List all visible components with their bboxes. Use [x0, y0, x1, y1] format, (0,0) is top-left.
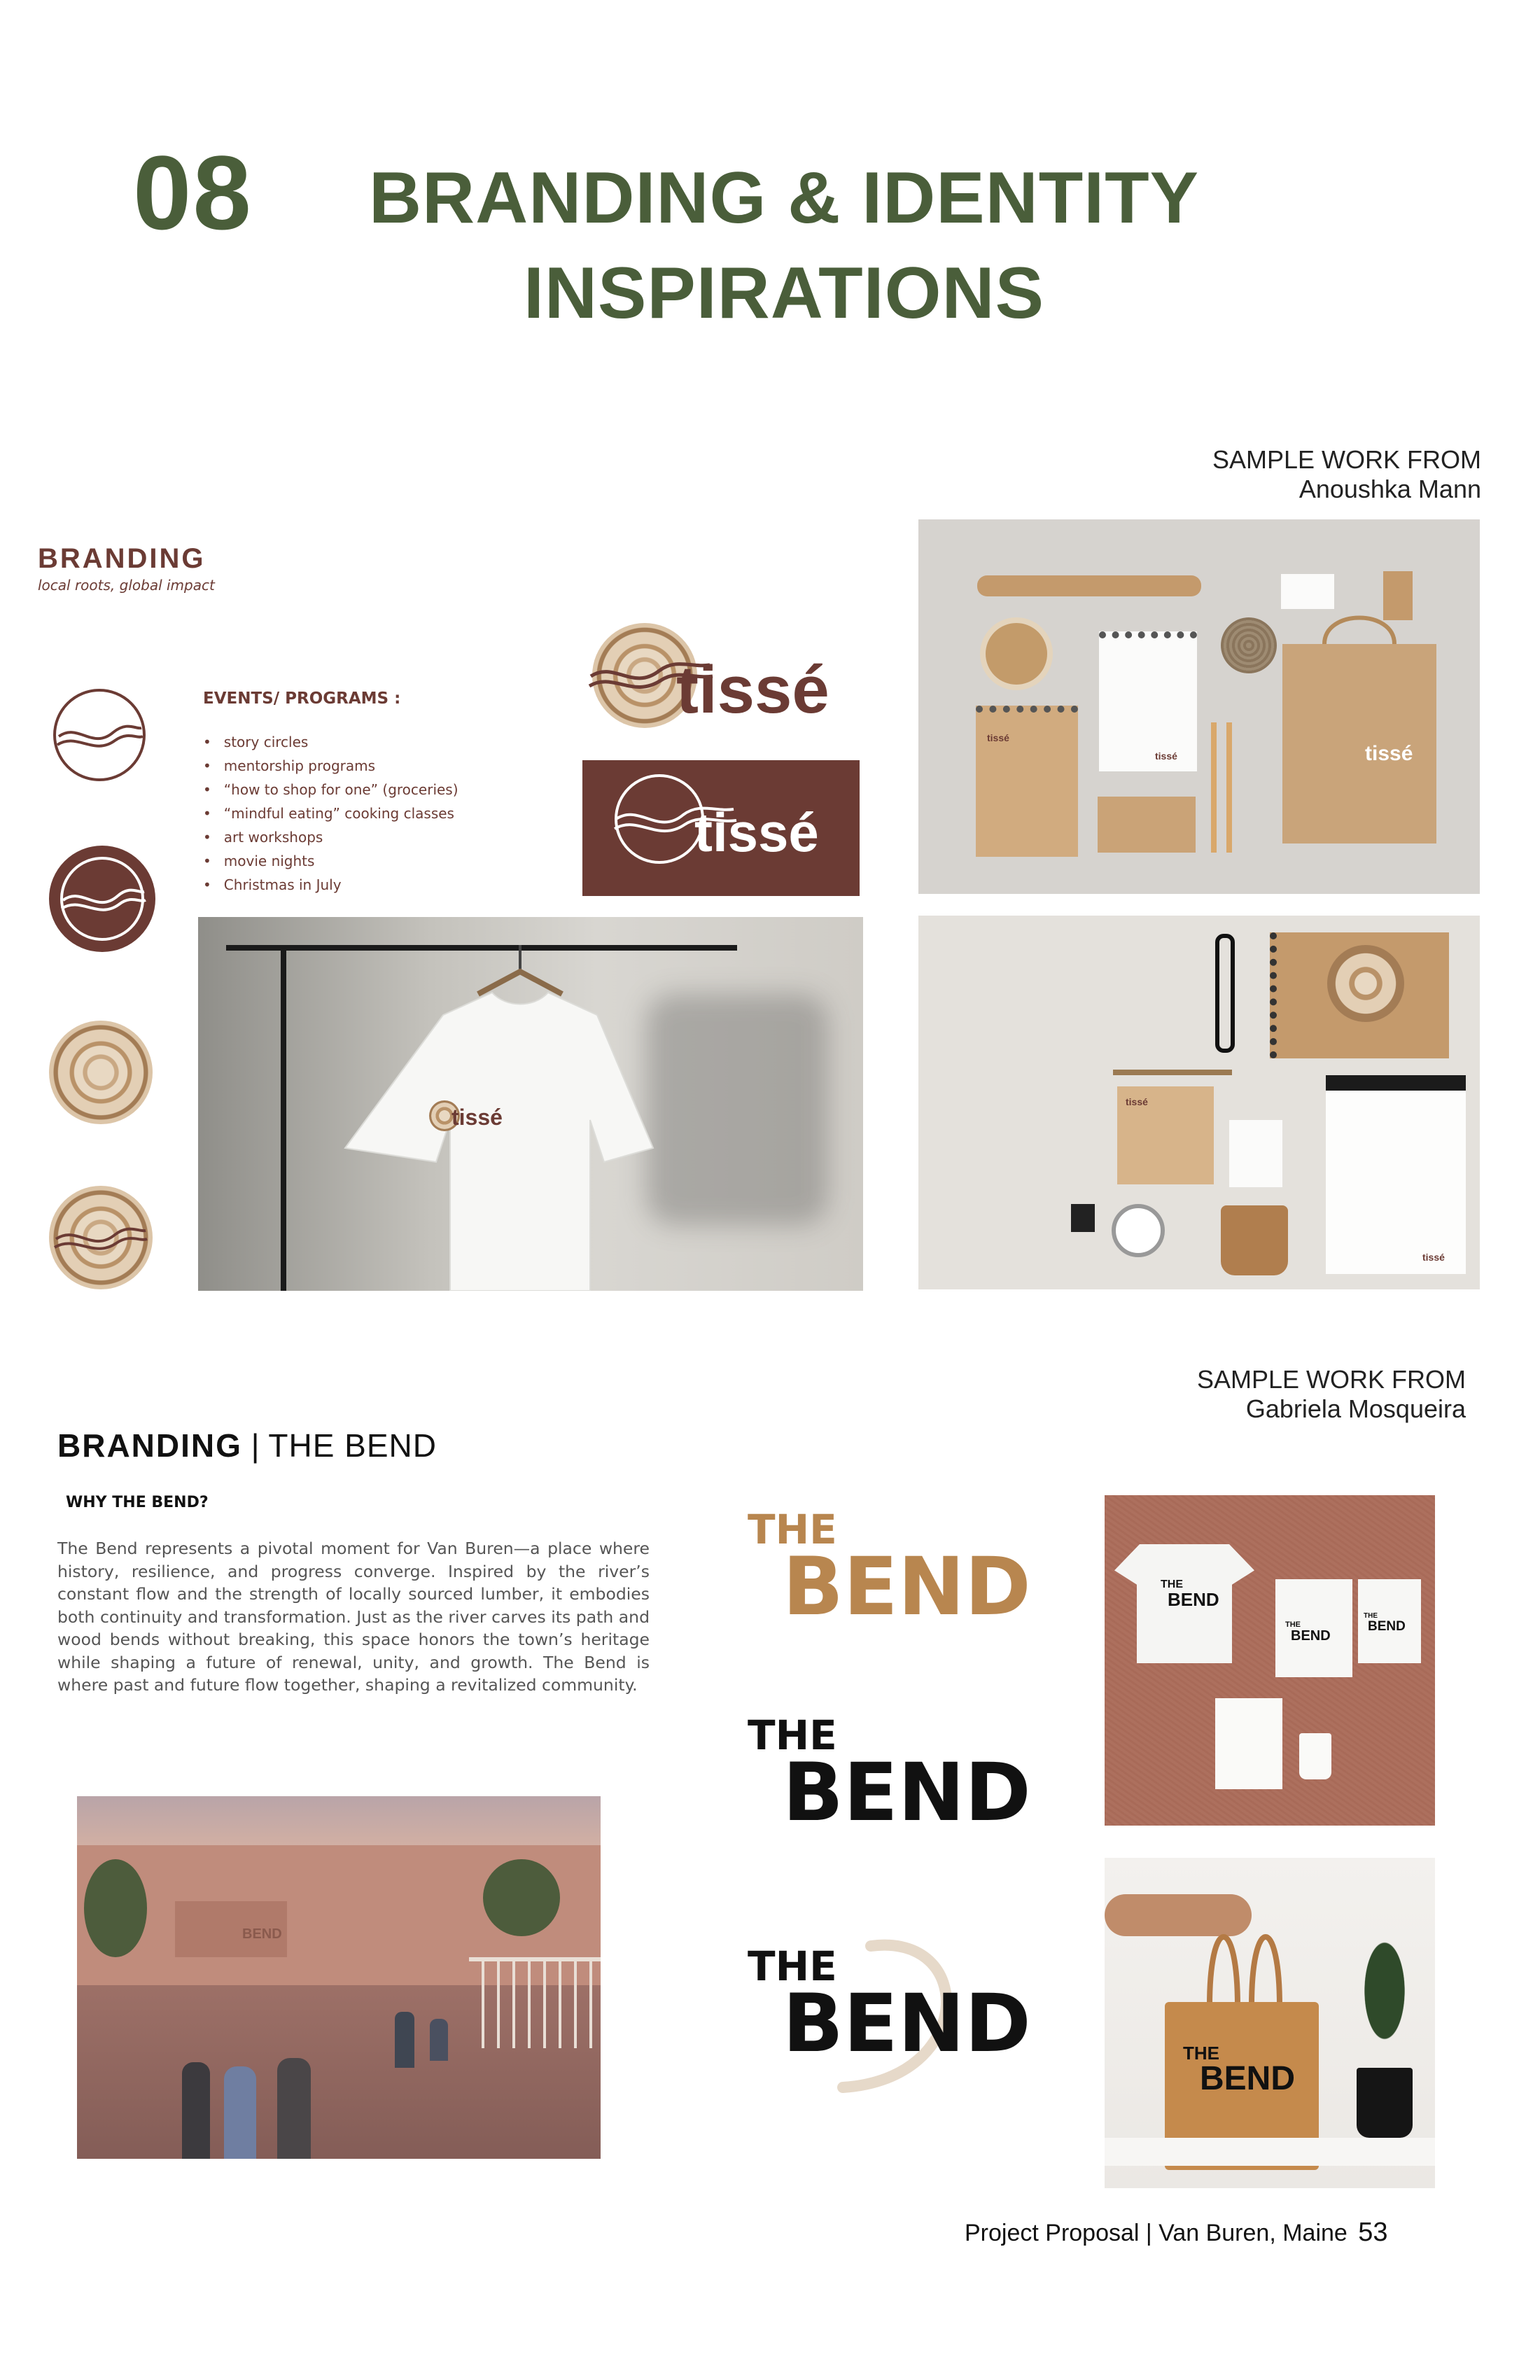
wood-slice-image: [49, 1021, 153, 1124]
person: [224, 2066, 256, 2159]
stationery-mockup-photo: tissé tissé tissé: [918, 519, 1480, 894]
logo-filled-variant: [48, 844, 157, 953]
page-title-line2: INSPIRATIONS: [524, 253, 1044, 334]
credit-label: SAMPLE WORK FROM: [1196, 1365, 1466, 1394]
bend-subheading: WHY THE BEND?: [66, 1494, 209, 1511]
tree: [483, 1859, 560, 1936]
bend-logo-black: THE BEND: [748, 1712, 1031, 1839]
footer-text: Project Proposal | Van Buren, Maine: [965, 2220, 1348, 2246]
branding-heading: BRANDING: [38, 543, 206, 574]
business-card: [1281, 574, 1334, 609]
coffee-cup: [980, 617, 1053, 690]
bend-heading: [57, 1427, 437, 1464]
plant: [1350, 1935, 1420, 2075]
pen: [1113, 1070, 1232, 1075]
events-list: [203, 730, 458, 897]
hang-tag: [1383, 571, 1413, 620]
sample-credit-1: [1212, 445, 1481, 504]
logo-wordmark: tissé: [694, 802, 819, 863]
glasses: [1215, 934, 1235, 1053]
alarm-clock: [1112, 1204, 1165, 1257]
desk-mockup-photo: tissé tissé: [918, 916, 1480, 1289]
list-item: • Christmas in July: [203, 873, 458, 897]
notepad: [1215, 1698, 1282, 1789]
branding-tagline: local roots, global impact: [38, 577, 215, 594]
person: [182, 2062, 210, 2159]
credit-author: Anoushka Mann: [1298, 475, 1481, 503]
building-sign: BEND: [242, 1926, 282, 1942]
bend-heading-light: THE BEND: [268, 1427, 437, 1464]
logo-outline-variant: [50, 686, 148, 784]
tote-photo: THE BEND: [1105, 1858, 1435, 2188]
sticky-notes: [1229, 1120, 1282, 1187]
page-number: 53: [1358, 2218, 1388, 2247]
credit-author: Gabriela Mosqueira: [1245, 1394, 1466, 1423]
page-title-line1: BRANDING & IDENTITY: [368, 158, 1200, 239]
kraft-bag: tissé: [1282, 602, 1436, 844]
bend-logo-swoosh: THE BEND: [745, 1932, 1011, 2100]
kraft-notebook: [976, 706, 1078, 857]
clipboard: [1326, 1075, 1466, 1274]
events-heading: EVENTS/ PROGRAMS :: [203, 690, 401, 708]
railing: [469, 1957, 601, 2048]
table: [1105, 2138, 1435, 2166]
paper-cup: [1221, 1205, 1288, 1275]
page-title: [364, 150, 1204, 341]
twine-roll: [1221, 617, 1277, 673]
merch-mockup-photo: THE BEND THE BEND THE BEND: [1105, 1495, 1435, 1826]
list-item: • mentorship programs: [203, 754, 458, 778]
paper-tube: [977, 575, 1201, 596]
credit-label: SAMPLE WORK FROM: [1212, 445, 1481, 474]
plaza-rendering: [77, 1796, 601, 2159]
tshirt-photo: [198, 917, 863, 1291]
list-item: • art workshops: [203, 825, 458, 849]
logo-wordmark: tissé: [676, 652, 830, 727]
binder-clip: [1071, 1204, 1095, 1232]
envelope: [1098, 797, 1196, 853]
tisse-logo-light: [587, 616, 839, 742]
footer: [965, 2218, 1388, 2248]
bend-paragraph: The Bend represents a pivotal moment for Van Buren—a place where history, resilience, and progress converge. Inspired by the river’s constant flow and the strength of locally sourced lumber, it embodies both continuity and transformation. Just as the river carves its path and wood bends without breaking, this space honors the town’s heritage while shaping a future of renewal, unity, and growth. The Bend is where past and future flow together, shaping a revitalized community.: [57, 1539, 650, 1695]
bend-heading-bold: BRANDING: [57, 1427, 242, 1464]
bend-logo-gold: THE BEND: [748, 1506, 1031, 1633]
bend-heading-separator: |: [251, 1427, 260, 1464]
shirt-logo: tissé: [451, 1105, 503, 1130]
person: [395, 2012, 414, 2068]
section-number: 08: [133, 134, 253, 251]
tree: [84, 1859, 147, 1957]
coffee-cup: [1299, 1733, 1331, 1779]
sample-credit-2: [1197, 1365, 1466, 1424]
tisse-logo-dark: [582, 760, 860, 896]
person: [430, 2019, 448, 2061]
person: [277, 2058, 311, 2159]
pencil: [1226, 722, 1232, 853]
list-item: • movie nights: [203, 849, 458, 873]
list-item: • “mindful eating” cooking classes: [203, 802, 458, 825]
list-item: • story circles: [203, 730, 458, 754]
wood-slice-logo-image: [49, 1186, 153, 1289]
tshirt-image: [198, 917, 863, 1291]
list-item: • “how to shop for one” (groceries): [203, 778, 458, 802]
plant-pot: [1357, 2068, 1413, 2138]
pencil: [1211, 722, 1217, 853]
white-notebook: [1099, 631, 1197, 771]
